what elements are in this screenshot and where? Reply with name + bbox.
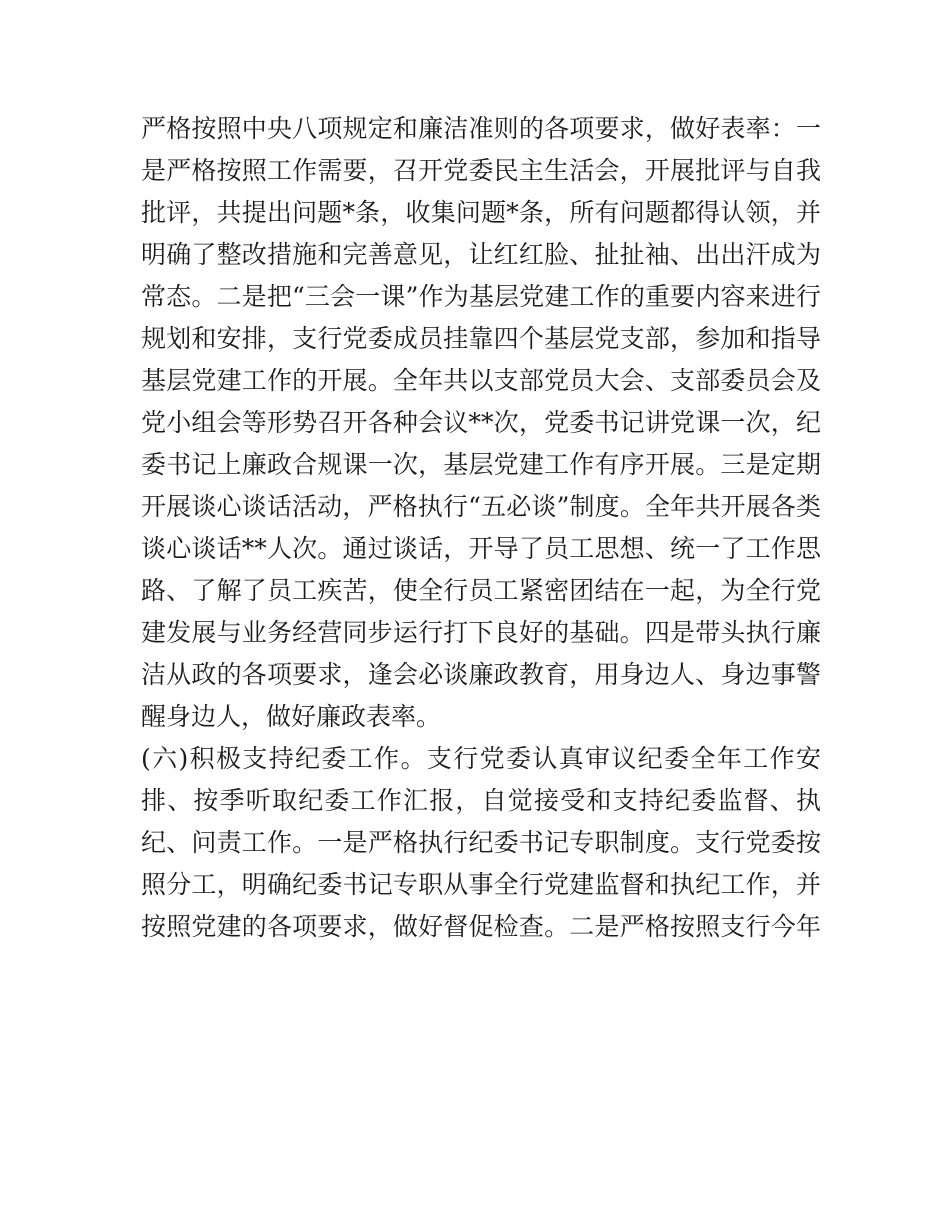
text-line: 按照党建的各项要求，做好督促检查。二是严格按照支行今年 (141, 912, 821, 941)
text-line: 路、了解了员工疾苦，使全行员工紧密团结在一起，为全行党 (141, 576, 821, 605)
section-heading-line: (六)积极支持纪委工作。支行党委认真审议纪委全年工作安 (141, 744, 821, 773)
text-line: 基层党建工作的开展。全年共以支部党员大会、支部委员会及 (141, 366, 821, 395)
text-line: 批评，共提出问题*条，收集问题*条，所有问题都得认领，并 (141, 198, 821, 227)
text-line: 党小组会等形势召开各种会议**次，党委书记讲党课一次，纪 (141, 408, 821, 437)
text-line: 谈心谈话**人次。通过谈话，开导了员工思想、统一了工作思 (141, 534, 821, 563)
text-line: 纪、问责工作。一是严格执行纪委书记专职制度。支行党委按 (141, 828, 821, 857)
text-line: 排、按季听取纪委工作汇报，自觉接受和支持纪委监督、执 (141, 786, 821, 815)
document-body (141, 108, 821, 948)
text-line: 建发展与业务经营同步运行打下良好的基础。四是带头执行廉 (141, 618, 821, 647)
text-line: 委书记上廉政合规课一次，基层党建工作有序开展。三是定期 (141, 450, 821, 479)
text-line: 常态。二是把“三会一课”作为基层党建工作的重要内容来进行 (141, 282, 821, 311)
text-line: 规划和安排，支行党委成员挂靠四个基层党支部，参加和指导 (141, 324, 821, 353)
text-line: 开展谈心谈话活动，严格执行“五必谈”制度。全年共开展各类 (141, 492, 821, 521)
text-line: 洁从政的各项要求，逢会必谈廉政教育，用身边人、身边事警 (141, 660, 821, 689)
paragraph-last-line: 醒身边人，做好廉政表率。 (141, 702, 442, 731)
text-line: 照分工，明确纪委书记专职从事全行党建监督和执纪工作，并 (141, 870, 821, 899)
text-line: 明确了整改措施和完善意见，让红红脸、扯扯袖、出出汗成为 (141, 240, 821, 269)
text-line: 严格按照中央八项规定和廉洁准则的各项要求，做好表率：一 (141, 114, 821, 143)
text-line: 是严格按照工作需要，召开党委民主生活会，开展批评与自我 (141, 156, 821, 185)
